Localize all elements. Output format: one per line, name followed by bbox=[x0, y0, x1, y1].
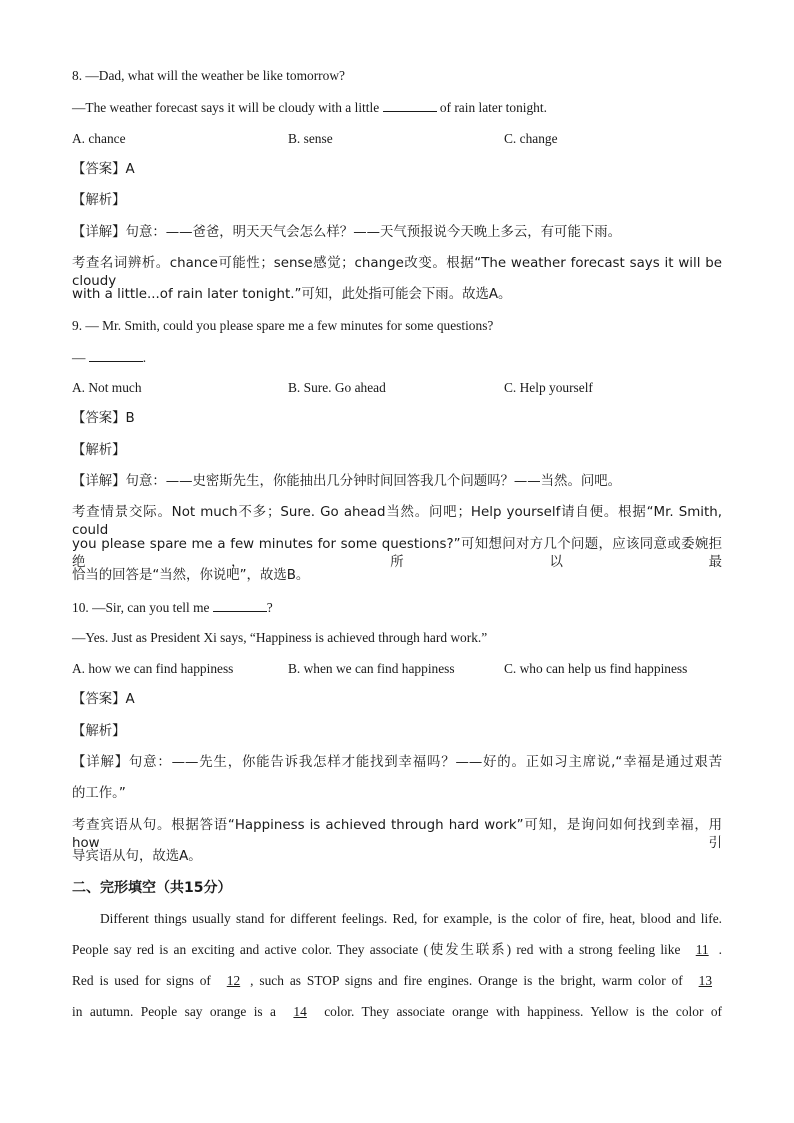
q8-detail: 【详解】句意：——爸爸，明天天气会怎么样？——天气预报说今天晚上多云，有可能下雨。 bbox=[72, 225, 622, 240]
q9-analysis-label: 【解析】 bbox=[72, 443, 126, 458]
q8-explain-line2: with a little...of rain later tonight.”可知，此处指可能会下雨。故选A。 bbox=[72, 287, 512, 302]
q8-option-a: A. chance bbox=[72, 131, 126, 146]
section-heading: 二、完形填空（共15分） bbox=[72, 880, 232, 896]
q10-question-before: 10. —Sir, can you tell me bbox=[72, 600, 213, 615]
cloze-blank-11[interactable]: 11 bbox=[695, 942, 709, 957]
q8-question: 8. —Dad, what will the weather be like tomorrow? bbox=[72, 68, 345, 83]
cloze-line4-after: color. They associate orange with happiness. Yellow is the color of bbox=[316, 1004, 722, 1019]
q9-option-a: A. Not much bbox=[72, 380, 142, 395]
q10-analysis-label: 【解析】 bbox=[72, 724, 126, 739]
q8-answer: 【答案】A bbox=[72, 162, 135, 177]
cloze-blank-14[interactable]: 14 bbox=[293, 1004, 307, 1019]
cloze-blank-13[interactable]: 13 bbox=[698, 973, 713, 988]
cloze-line4 bbox=[72, 1003, 722, 1021]
cloze-line3-mid: , such as STOP signs and fire engines. Orange is the bright, warm color of bbox=[250, 973, 689, 988]
q10-option-c: C. who can help us find happiness bbox=[504, 661, 688, 676]
q9-detail: 【详解】句意：——史密斯先生，你能抽出几分钟时间回答我几个问题吗？——当然。问吧。 bbox=[72, 474, 622, 489]
cloze-line2-end: . bbox=[718, 942, 722, 957]
q8-reply-after: of rain later tonight. bbox=[436, 100, 547, 115]
cloze-line3-text: Red is used for signs of bbox=[72, 973, 217, 988]
q9-explain-line2: you please spare me a few minutes for some questions?”可知想问对方几个问题，应该同意或委婉拒绝，所以最 bbox=[72, 537, 722, 570]
q9-question: 9. — Mr. Smith, could you please spare me a few minutes for some questions? bbox=[72, 318, 494, 333]
q8-option-c: C. change bbox=[504, 131, 558, 146]
q10-answer: 【答案】A bbox=[72, 692, 135, 707]
q10-option-b: B. when we can find happiness bbox=[288, 661, 455, 676]
cloze-line2-text: People say red is an exciting and active color. They associate (使发生联系) red with a strong feeling like bbox=[72, 942, 686, 957]
cloze-line3 bbox=[72, 972, 722, 990]
q8-analysis-label: 【解析】 bbox=[72, 193, 126, 208]
q9-reply bbox=[72, 348, 722, 367]
q9-option-b: B. Sure. Go ahead bbox=[288, 380, 386, 395]
q8-reply bbox=[72, 98, 722, 117]
q10-reply: —Yes. Just as President Xi says, “Happiness is achieved through hard work.” bbox=[72, 630, 488, 645]
cloze-line1: Different things usually stand for different feelings. Red, for example, is the color of fire, heat, blood and life. bbox=[100, 911, 722, 926]
cloze-line2 bbox=[72, 941, 722, 959]
q10-question bbox=[72, 598, 722, 617]
q9-answer: 【答案】B bbox=[72, 411, 135, 426]
q10-explain-line2: 导宾语从句，故选A。 bbox=[72, 849, 202, 864]
q9-reply-prefix: — bbox=[72, 350, 89, 365]
cloze-line4-text: in autumn. People say orange is a bbox=[72, 1004, 284, 1019]
q10-question-after: ? bbox=[266, 600, 273, 615]
q9-explain-line1: 考查情景交际。Not much不多；Sure. Go ahead当然。问吧；Help yourself请自便。根据“Mr. Smith, could bbox=[72, 505, 722, 538]
q8-explain-line1: 考查名词辨析。chance可能性；sense感觉；change改变。根据“The weather forecast says it will be cloudy bbox=[72, 256, 722, 289]
q10-option-a: A. how we can find happiness bbox=[72, 661, 234, 676]
q8-reply-before: —The weather forecast says it will be cloudy with a little bbox=[72, 100, 383, 115]
q9-option-c: C. Help yourself bbox=[504, 380, 593, 395]
q10-blank bbox=[213, 598, 267, 612]
q8-blank bbox=[383, 98, 437, 112]
q9-blank bbox=[89, 348, 143, 362]
q10-explain-line1: 考查宾语从句。根据答语“Happiness is achieved through hard work”可知，是询问如何找到幸福，用how引 bbox=[72, 818, 722, 851]
q9-explain-line3: 恰当的回答是“当然，你说吧”，故选B。 bbox=[72, 568, 310, 583]
q9-reply-suffix: . bbox=[142, 350, 147, 365]
cloze-blank-12[interactable]: 12 bbox=[226, 973, 241, 988]
q10-detail-line1: 【详解】句意：——先生，你能告诉我怎样才能找到幸福吗？——好的。正如习主席说,“幸福是通过艰苦 bbox=[72, 755, 722, 770]
q8-option-b: B. sense bbox=[288, 131, 333, 146]
q10-detail-line2: 的工作。” bbox=[72, 786, 126, 801]
